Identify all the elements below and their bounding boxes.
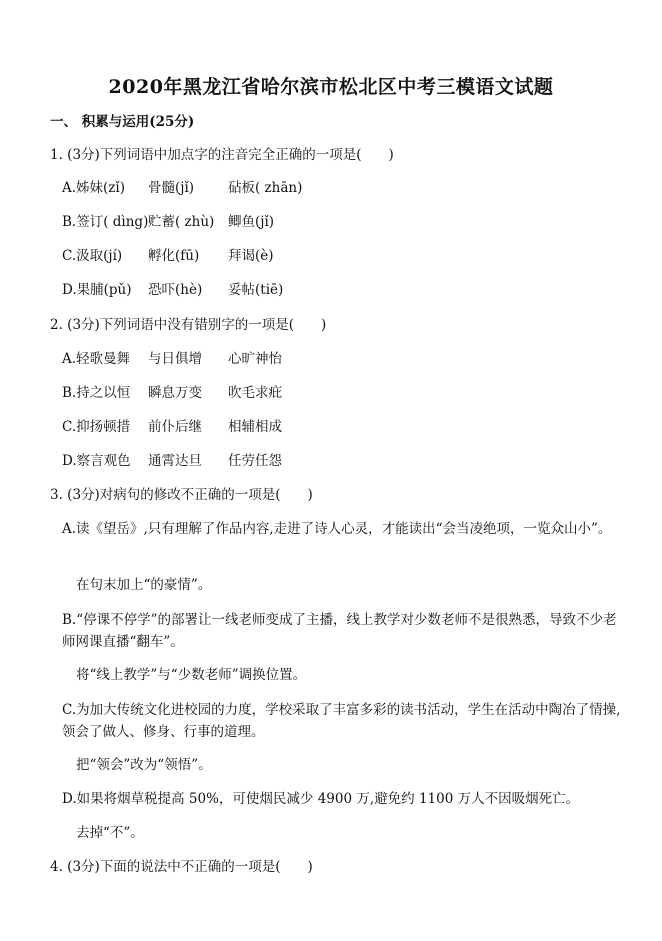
question-2-option-b: [62, 383, 282, 403]
question-3-stem: 3. (3分)对病句的修改不正确的一项是( ): [50, 487, 313, 503]
option-word: 妥帖(tiē): [228, 282, 284, 298]
question-3-option-b-fix: 将“线上教学”与“少数老师”调换位置。: [76, 667, 307, 683]
option-word: 贮蓄( zhù): [148, 214, 215, 230]
question-1-option-a: [62, 178, 302, 198]
option-word: 前仆后继: [148, 419, 202, 435]
question-2-option-d: [62, 451, 282, 471]
option-word: D.察言观色: [62, 453, 131, 469]
option-word: 相辅相成: [228, 419, 282, 435]
question-3-option-d: D.如果将烟草税提高 50%，可使烟民减少 4900 万,避免约 1100 万人不因吸烟死亡。: [62, 791, 580, 807]
question-3-option-c: C.为加大传统文化进校园的力度，学校采取了丰富多彩的读书活动，学生在活动中陶冶了情操,领会了做人、修身、行事的道理。: [62, 702, 621, 740]
option-word: B.持之以恒: [62, 385, 131, 401]
question-3-option-a-fix: 在句末加上“的豪情”。: [76, 577, 212, 593]
option-word: C.汲取(jí): [62, 248, 123, 264]
question-1-option-b: [62, 212, 274, 232]
question-2-option-c: [62, 417, 282, 437]
option-word: 吹毛求疪: [228, 385, 282, 401]
option-word: B.签订( dìng): [62, 214, 149, 230]
option-word: 骨髓(jǐ): [148, 180, 195, 196]
question-1-option-c: [62, 246, 274, 266]
option-word: 孵化(fū): [148, 248, 200, 264]
question-1-stem: 1. (3分)下列词语中加点字的注音完全正确的一项是( ): [50, 147, 394, 163]
option-word: A.姊妹(zǐ): [62, 180, 126, 196]
question-2-stem: 2. (3分)下列词语中没有错别字的一项是( ): [50, 317, 327, 333]
option-word: 心旷神怡: [228, 351, 282, 367]
option-word: 恐吓(hè): [148, 282, 203, 298]
option-word: 拜谒(è): [228, 248, 274, 264]
option-word: 瞬息万变: [148, 385, 202, 401]
question-4-stem: 4. (3分)下面的说法中不正确的一项是( ): [50, 859, 313, 875]
option-word: 通霄达旦: [148, 453, 202, 469]
question-1-option-d: [62, 280, 283, 300]
document-title: 2020年黑龙江省哈尔滨市松北区中考三模语文试题: [108, 76, 554, 98]
option-word: 任劳任怨: [228, 453, 282, 469]
option-word: 与日俱增: [148, 351, 202, 367]
question-3-option-a: A.读《望岳》,只有理解了作品内容,走进了诗人心灵，才能读出“会当凌绝项，一览众山小”。: [62, 521, 612, 537]
option-word: C.抑扬顿措: [62, 419, 131, 435]
question-3-option-d-fix: 去掉“不”。: [76, 825, 144, 841]
question-2-option-a: [62, 349, 282, 369]
option-word: A.轻歌曼舞: [62, 351, 131, 367]
section-heading: 一、 积累与运用(25分): [50, 114, 195, 130]
option-word: 砧板( zhān): [228, 180, 303, 196]
option-word: 鲫鱼(jǐ): [228, 214, 275, 230]
option-word: D.果脯(pǔ): [62, 282, 132, 298]
question-3-option-b: B.“停课不停学”的部署让一线老师变成了主播，线上教学对少数老师不是很熟悉，导致不少老师网课直播“翻车”。: [62, 612, 617, 650]
question-3-option-c-fix: 把“领会”改为“领悟”。: [76, 757, 212, 773]
